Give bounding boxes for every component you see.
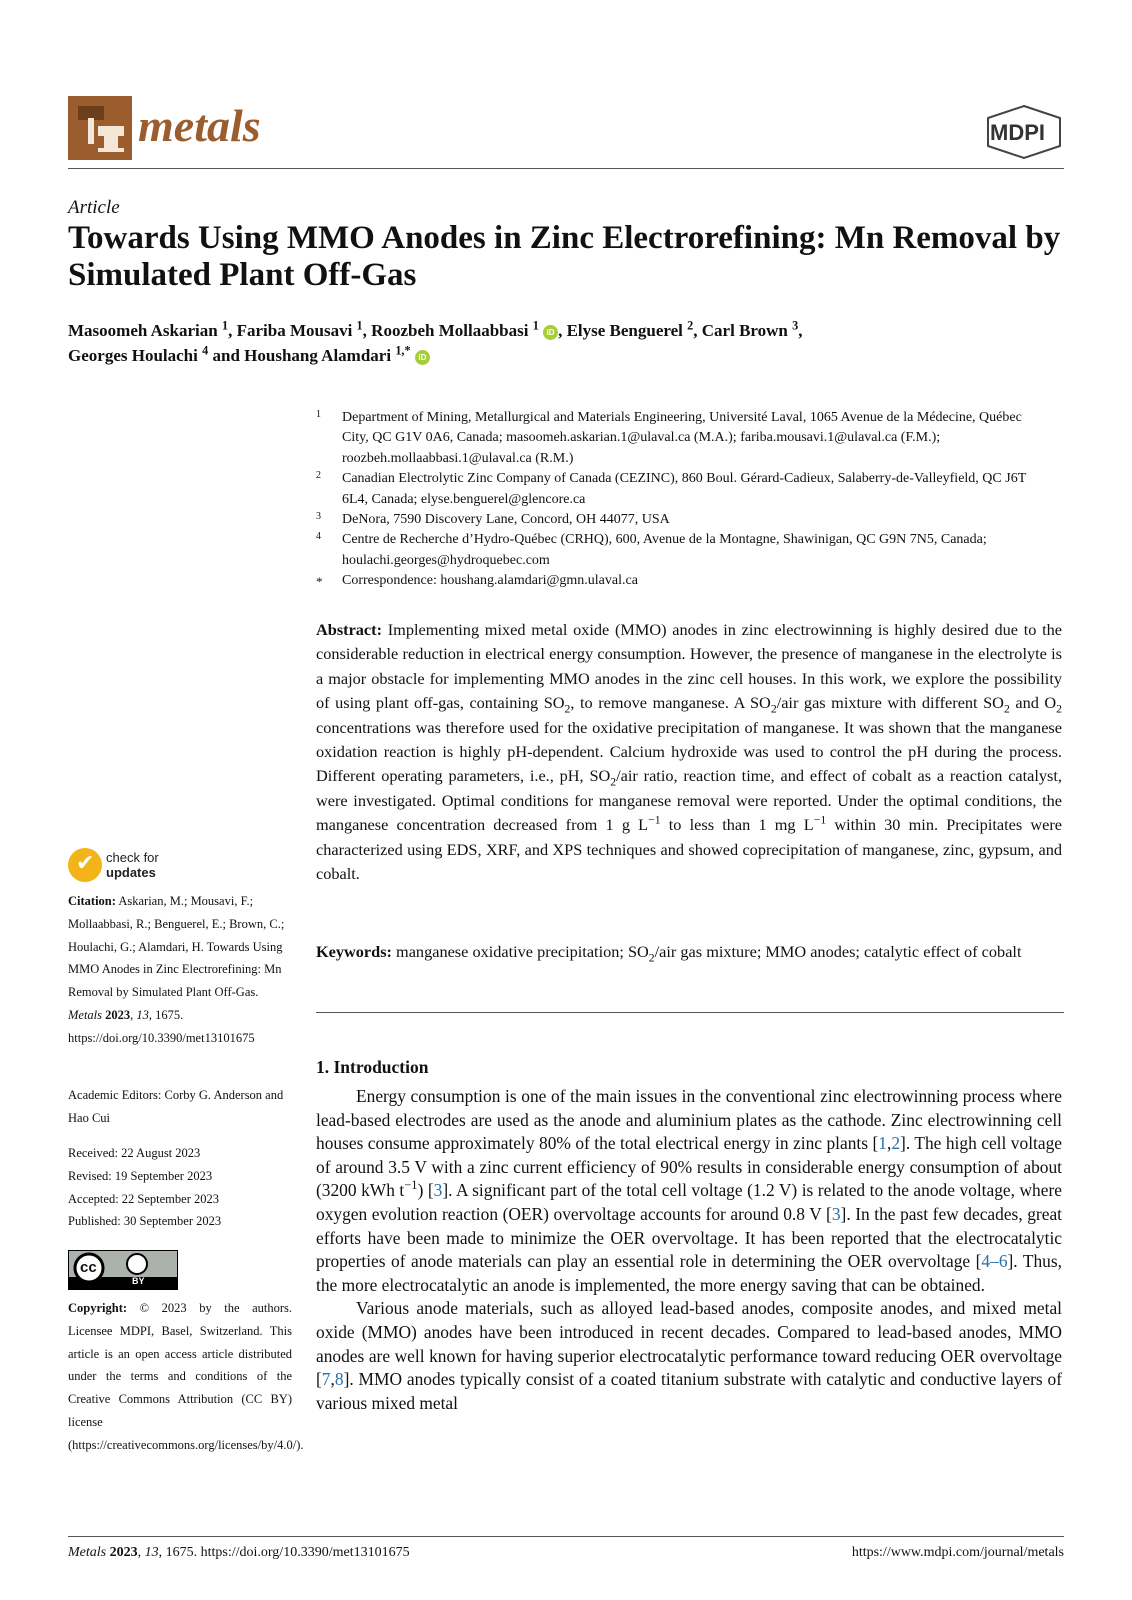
- paragraph-text: ]. Thus, the more electrocatalytic an anode is implemented, the more energy saving that can be obtained.: [316, 1251, 1062, 1295]
- affiliation-item: [312, 510, 1052, 530]
- reference-link[interactable]: 3: [831, 1203, 841, 1224]
- author-name[interactable]: Carl Brown: [701, 321, 788, 340]
- paragraph-text: ) [: [417, 1180, 434, 1201]
- keywords-text: /air gas mixture; MMO anodes; catalytic effect of cobalt: [654, 942, 1022, 961]
- footer-journal: Metals: [68, 1545, 107, 1560]
- author-affiliation-mark: 3: [792, 318, 799, 333]
- affiliation-item: [312, 408, 1052, 469]
- affiliation-number: 2: [316, 470, 321, 482]
- keywords-label: Keywords:: [316, 942, 392, 961]
- affiliation-number: 3: [316, 511, 321, 523]
- check-updates-line: check for: [106, 850, 159, 865]
- author-name[interactable]: Georges Houlachi: [68, 346, 198, 365]
- author-affiliation-mark: 4: [202, 343, 209, 358]
- citation-journal: Metals: [68, 1007, 103, 1022]
- paragraph: [316, 1297, 1062, 1415]
- citation-label: Citation:: [68, 894, 116, 908]
- correspondence-mark: *: [316, 574, 323, 590]
- mdpi-logo: [984, 104, 1064, 160]
- author-name[interactable]: Roozbeh Mollaabbasi: [371, 321, 529, 340]
- author-affiliation-mark: 1,*: [395, 343, 411, 358]
- footer-volume: 13: [144, 1545, 159, 1560]
- abstract-text: /air gas mixture with different SO: [776, 693, 1004, 713]
- cc-by-label: BY: [132, 1276, 145, 1286]
- superscript: −1: [404, 1178, 418, 1193]
- section-heading: 1. Introduction: [316, 1057, 429, 1077]
- paragraph-text: ,: [886, 1133, 892, 1154]
- copyright-label: Copyright:: [68, 1301, 128, 1315]
- citation-year: 2023: [105, 1007, 131, 1022]
- abstract-text: Implementing mixed metal oxide (MMO) anodes in zinc electrowinning is highly desired due to the considerable reduction in electrical energy consumption. However, the presence of manganese in the electrolyte is a major obstacle for implementing MMO anodes in the zinc cell houses. In this work, we explore the possibility of using plant off-gas, containing SO: [316, 620, 1062, 713]
- abstract-text: /air ratio, reaction time, and effect of cobalt as a reaction catalyst, were investigated. Optimal conditions for manganese removal were reported. Under the optimal conditions, the manganese concentration decreased from 1 g L: [316, 766, 1062, 835]
- footer-doi-link[interactable]: , 1675. https://doi.org/10.3390/met13101675: [158, 1545, 410, 1560]
- citation-block: Citation: Askarian, M.; Mousavi, F.; Mollaabbasi, R.; Benguerel, E.; Brown, C.; Houlachi, G.; Alamdari, H. Towards Using MMO Anodes in Zinc Electrorefining: Mn Removal by Simulated Plant Off-Gas. Metals 2023, 13, 1675. https://doi.org/10.3390/met13101675: [68, 894, 285, 1045]
- author-affiliation-mark: 1: [221, 318, 229, 333]
- reference-link[interactable]: 3: [433, 1180, 443, 1201]
- publication-dates: [68, 1142, 292, 1233]
- introduction-body: [316, 1085, 1062, 1415]
- author-affiliation-mark: 1: [356, 318, 363, 333]
- footer-journal-url[interactable]: https://www.mdpi.com/journal/metals: [851, 1545, 1064, 1560]
- correspondence-item: [312, 571, 1052, 591]
- author-name[interactable]: Elyse Benguerel: [566, 321, 683, 340]
- citation-doi-link[interactable]: , 1675. https://doi.org/10.3390/met13101675: [68, 1007, 255, 1045]
- footer-citation: Metals 2023, 13, 1675. https://doi.org/10.3390/met13101675: [68, 1545, 410, 1560]
- affiliation-item: [312, 469, 1052, 510]
- date-revised: Revised: 19 September 2023: [68, 1168, 213, 1183]
- abstract: [316, 618, 1062, 886]
- journal-name: metals: [138, 100, 261, 151]
- cc-by-license-icon[interactable]: [68, 1250, 178, 1290]
- article-title: Towards Using MMO Anodes in Zinc Electrorefining: Mn Removal by Simulated Plant Off-Gas: [68, 220, 1061, 293]
- paragraph-text: ]. The high cell voltage of around 3.5 V with a zinc current efficiency of 90% results in considerable energy consumption of about (3200 kWh t: [316, 1133, 1062, 1201]
- orcid-icon[interactable]: iD: [543, 325, 558, 340]
- affiliation-text: Centre de Recherche d’Hydro-Québec (CRHQ), 600, Avenue de la Montagne, Shawinigan, QC G9N 7N5, Canada; houlachi.georges@hydroquebec.com: [342, 532, 987, 568]
- orcid-icon[interactable]: iD: [415, 350, 430, 365]
- author-name[interactable]: Houshang Alamdari: [244, 346, 392, 365]
- affiliation-text: Department of Mining, Metallurgical and Materials Engineering, Université Laval, 1065 Avenue de la Médecine, Québec City, QC G1V 0A6, Canada; masoomeh.askarian.1@ulaval.ca (M.A.); fariba.mousavi.1@ulaval.ca (F.M.); roozbeh.mollaabbasi.1@ulaval.ca (R.M.): [342, 410, 1022, 466]
- footer-divider: [68, 1536, 1064, 1537]
- subscript: 2: [1003, 702, 1010, 716]
- citation-text: Askarian, M.; Mousavi, F.; Mollaabbasi, R.; Benguerel, E.; Brown, C.; Houlachi, G.; Alamdari, H. Towards Using MMO Anodes in Zinc Electrorefining: Mn Removal by Simulated Plant Off-Gas.: [68, 894, 285, 1000]
- keywords-text: manganese oxidative precipitation; SO: [396, 942, 649, 961]
- correspondence-text: Correspondence: houshang.alamdari@gmn.ulaval.ca: [342, 573, 638, 589]
- reference-link[interactable]: 8: [334, 1369, 344, 1390]
- paragraph-text: Various anode materials, such as alloyed lead-based anodes, composite anodes, and mixed metal oxide (MMO) anodes have been introduced in recent decades. Compared to lead-based anodes, MMO anodes are well known for having superior electrocatalytic performance toward reducing OER overvoltage [: [316, 1298, 1062, 1390]
- author-affiliation-mark: 2: [687, 318, 694, 333]
- check-updates-line: updates: [106, 865, 156, 880]
- paragraph-text: ]. A significant part of the total cell voltage (1.2 V) is related to the anode voltage, where oxygen evolution reaction (OER) overvoltage accounts for around 0.8 V [: [316, 1180, 1062, 1224]
- article-type: Article: [68, 197, 120, 218]
- subscript: 2: [648, 951, 655, 965]
- subscript: 2: [770, 702, 777, 716]
- date-published: Published: 30 September 2023: [68, 1214, 222, 1229]
- abstract-label: Abstract:: [316, 620, 383, 639]
- affiliation-item: [312, 530, 1052, 571]
- reference-link[interactable]: 4–6: [981, 1251, 1008, 1272]
- paragraph-text: ]. In the past few decades, great efforts have been made to minimize the OER overvoltage. It has been reported that the electrocatalytic properties of anode materials can play an essential role in determining the OER overvoltage [: [316, 1203, 1062, 1272]
- paragraph: [316, 1085, 1062, 1297]
- reference-link[interactable]: 2: [891, 1133, 901, 1154]
- copyright-text: © 2023 by the authors. Licensee MDPI, Basel, Switzerland. This article is an open access article distributed under the terms and conditions of the Creative Commons Attribution (CC BY) license (https://creativecommons.org/licenses/by/4.0/).: [68, 1301, 304, 1452]
- affiliation-number: 1: [316, 409, 321, 420]
- abstract-text: concentrations was therefore used for the oxidative precipitation of manganese. It was shown that the manganese oxidation reaction is highly pH-dependent. Calcium hydroxide was used to control the pH during the process. Different operating parameters, i.e., pH, SO: [316, 717, 1062, 786]
- affiliation-text: DeNora, 7590 Discovery Lane, Concord, OH 44077, USA: [342, 512, 670, 528]
- copyright-notice: [68, 1297, 304, 1457]
- date-received: Received: 22 August 2023: [68, 1146, 201, 1160]
- abstract-text: , to remove manganese. A SO: [570, 693, 771, 713]
- reference-link[interactable]: 1: [878, 1133, 887, 1154]
- header-divider: [68, 168, 1064, 169]
- date-accepted: Accepted: 22 September 2023: [68, 1191, 219, 1206]
- subscript: 2: [610, 775, 617, 789]
- cc-icon: cc: [80, 1259, 97, 1276]
- abstract-text: and O: [1009, 693, 1057, 713]
- checkmark-icon: ✔: [76, 851, 95, 876]
- check-for-updates-button[interactable]: [68, 848, 178, 888]
- citation-volume: 13: [136, 1007, 149, 1022]
- author-name[interactable]: Masoomeh Askarian: [68, 321, 218, 340]
- footer-year: 2023: [109, 1545, 138, 1560]
- affiliations: [312, 408, 1052, 592]
- author-affiliation-mark: 1: [532, 318, 539, 333]
- journal-logo-icon: [68, 96, 132, 160]
- superscript: −1: [648, 813, 661, 827]
- affiliation-text: Canadian Electrolytic Zinc Company of Canada (CEZINC), 860 Boul. Gérard-Cadieux, Salaberry-de-Valleyfield, QC J6T 6L4, Canada; elyse.benguerel@glencore.ca: [342, 471, 1026, 507]
- author-list: Masoomeh Askarian $^1$, Fariba Mousavi $^1$, Roozbeh Mollaabbasi $^1$ iD , Elyse Benguerel $^2$, Carl Brown $^3$, Georges Houlachi $^4$ and Houshang Alamdari $^{1,*}$ iD: [68, 318, 803, 365]
- paragraph-text: ]. MMO anodes typically consist of a coated titanium substrate with catalytic and conductive layers of various mixed metal: [316, 1369, 1062, 1413]
- mdpi-logo-text: MDPI: [990, 120, 1045, 145]
- subscript: 2: [564, 702, 571, 716]
- superscript: −1: [813, 813, 827, 827]
- academic-editors: Academic Editors: Corby G. Anderson and Hao Cui: [68, 1088, 284, 1125]
- affiliation-number: 4: [316, 531, 321, 543]
- keywords: [316, 940, 1062, 964]
- author-conjunction: and: [212, 346, 240, 365]
- section-divider: [316, 1012, 1064, 1013]
- paragraph-text: Energy consumption is one of the main issues in the conventional zinc electrowinning process where lead-based electrodes are used as the anode and aluminium plates as the cathode. Zinc electrowinning cell houses consume approximately 80% of the total electrical energy in zinc plants [: [316, 1086, 1062, 1154]
- reference-link[interactable]: 7: [321, 1369, 331, 1390]
- abstract-text: to less than 1 mg L: [660, 815, 814, 835]
- check-updates-label: [106, 850, 159, 880]
- author-name[interactable]: Fariba Mousavi: [236, 321, 353, 340]
- abstract-text: within 30 min. Precipitates were characterized using EDS, XRF, and XPS techniques and showed coprecipitation of manganese, zinc, gypsum, and cobalt.: [316, 815, 1062, 884]
- subscript: 2: [1056, 702, 1063, 716]
- paragraph-text: ,: [330, 1369, 335, 1390]
